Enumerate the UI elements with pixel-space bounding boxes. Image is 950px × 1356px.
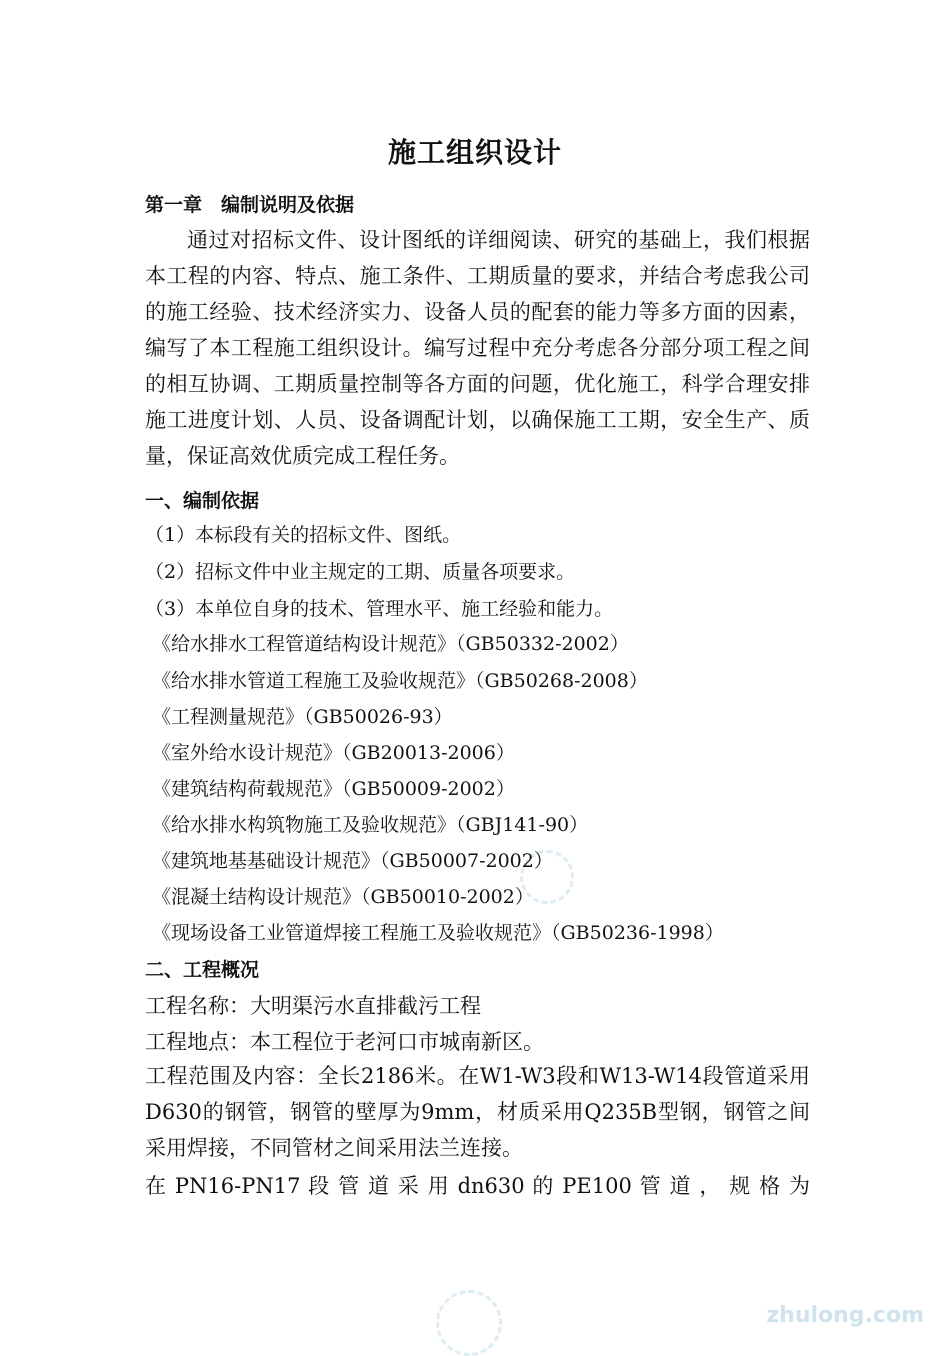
standard-item: 《混凝土结构设计规范》（GB50010-2002）	[152, 886, 534, 908]
standard-item: 《建筑地基基础设计规范》（GB50007-2002）	[152, 850, 553, 872]
scope-paragraph: 工程范围及内容：全长2186米。在W1-W3段和W13-W14段管道采用D630的钢管，钢管的壁厚为9mm，材质采用Q235B型钢，钢管之间采用焊接，不同管材之间采用法兰连接。	[145, 1064, 810, 1160]
basis-item: （1）本标段有关的招标文件、图纸。	[145, 524, 462, 546]
chapter-heading: 第一章 编制说明及依据	[145, 194, 355, 216]
standard-item: 《工程测量规范》（GB50026-93）	[152, 706, 453, 728]
basis-item: （2）招标文件中业主规定的工期、质量各项要求。	[145, 561, 576, 583]
standard-item: 《给水排水管道工程施工及验收规范》（GB50268-2008）	[152, 670, 648, 692]
watermark-snowflake-icon	[436, 1290, 502, 1356]
standard-item: 《室外给水设计规范》（GB20013-2006）	[152, 742, 515, 764]
watermark-text: zhulong.com	[766, 1303, 924, 1328]
section2-heading: 二、工程概况	[145, 959, 260, 981]
standard-item: 《给水排水工程管道结构设计规范》（GB50332-2002）	[152, 633, 629, 655]
project-name: 工程名称：大明渠污水直排截污工程	[145, 994, 481, 1018]
standard-item: 《建筑结构荷载规范》（GB50009-2002）	[152, 778, 515, 800]
basis-item: （3）本单位自身的技术、管理水平、施工经验和能力。	[145, 598, 614, 620]
intro-paragraph: 通过对招标文件、设计图纸的详细阅读、研究的基础上，我们根据本工程的内容、特点、施工条件、工期质量的要求，并结合考虑我公司的施工经验、技术经济实力、设备人员的配套的能力等多方面的因素，编写了本工程施工组织设计。编写过程中充分考虑各分部分项工程之间的相互协调、工期质量控制等各方面的问题，优化施工，科学合理安排施工进度计划、人员、设备调配计划，以确保施工工期，安全生产、质量，保证高效优质完成工程任务。	[145, 228, 810, 468]
page-title: 施工组织设计	[387, 136, 562, 169]
scope-last-line: 在 PN16-PN17 段 管 道 采 用 dn630 的 PE100 管 道 ， 规 格 为	[145, 1174, 810, 1198]
project-location: 工程地点：本工程位于老河口市城南新区。	[145, 1030, 544, 1054]
standard-item: 《给水排水构筑物施工及验收规范》（GBJ141-90）	[152, 814, 589, 836]
standard-item: 《现场设备工业管道焊接工程施工及验收规范》（GB50236-1998）	[152, 922, 724, 944]
section1-heading: 一、编制依据	[145, 490, 260, 512]
